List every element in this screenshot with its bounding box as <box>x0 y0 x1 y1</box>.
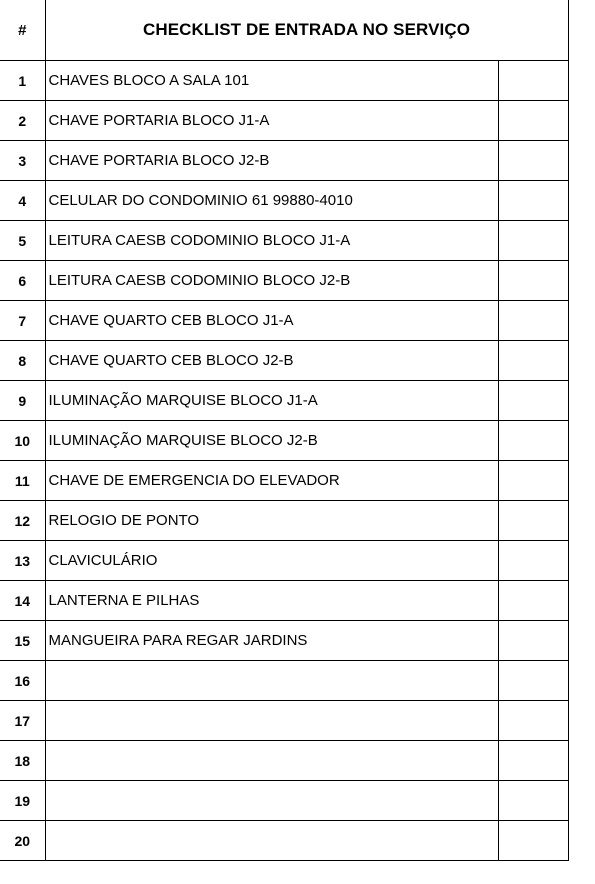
table-row <box>0 341 568 381</box>
item-label: MANGUEIRA PARA REGAR JARDINS <box>45 621 498 661</box>
item-number: 15 <box>0 621 45 661</box>
table-row <box>0 781 568 821</box>
table-row <box>0 141 568 181</box>
table-row <box>0 261 568 301</box>
check-cell[interactable] <box>498 541 568 581</box>
check-cell[interactable] <box>498 221 568 261</box>
table-row <box>0 661 568 701</box>
item-number: 10 <box>0 421 45 461</box>
item-label: LEITURA CAESB CODOMINIO BLOCO J2-B <box>45 261 498 301</box>
header-row <box>0 0 568 61</box>
check-cell[interactable] <box>498 661 568 701</box>
item-number: 3 <box>0 141 45 181</box>
item-label <box>45 821 498 861</box>
item-number: 5 <box>0 221 45 261</box>
checklist-title: CHECKLIST DE ENTRADA NO SERVIÇO <box>45 0 568 61</box>
item-label <box>45 701 498 741</box>
table-row <box>0 821 568 861</box>
item-label: CHAVE DE EMERGENCIA DO ELEVADOR <box>45 461 498 501</box>
item-number: 7 <box>0 301 45 341</box>
item-number: 14 <box>0 581 45 621</box>
item-number: 20 <box>0 821 45 861</box>
table-row <box>0 101 568 141</box>
item-number: 4 <box>0 181 45 221</box>
item-number: 9 <box>0 381 45 421</box>
check-cell[interactable] <box>498 581 568 621</box>
check-cell[interactable] <box>498 61 568 101</box>
item-number: 17 <box>0 701 45 741</box>
table-row <box>0 581 568 621</box>
item-label: CHAVES BLOCO A SALA 101 <box>45 61 498 101</box>
number-column-header: # <box>0 0 45 61</box>
item-label: RELOGIO DE PONTO <box>45 501 498 541</box>
table-row <box>0 501 568 541</box>
check-cell[interactable] <box>498 261 568 301</box>
item-label: CHAVE PORTARIA BLOCO J2-B <box>45 141 498 181</box>
item-number: 11 <box>0 461 45 501</box>
check-cell[interactable] <box>498 301 568 341</box>
item-label: CLAVICULÁRIO <box>45 541 498 581</box>
check-cell[interactable] <box>498 341 568 381</box>
checklist-rows <box>0 61 568 861</box>
item-label <box>45 781 498 821</box>
check-cell[interactable] <box>498 701 568 741</box>
item-number: 18 <box>0 741 45 781</box>
check-cell[interactable] <box>498 621 568 661</box>
item-label: CHAVE QUARTO CEB BLOCO J1-A <box>45 301 498 341</box>
table-row <box>0 301 568 341</box>
item-label: CHAVE QUARTO CEB BLOCO J2-B <box>45 341 498 381</box>
item-number: 13 <box>0 541 45 581</box>
item-number: 8 <box>0 341 45 381</box>
check-cell[interactable] <box>498 501 568 541</box>
check-cell[interactable] <box>498 461 568 501</box>
table-row <box>0 741 568 781</box>
check-cell[interactable] <box>498 101 568 141</box>
check-cell[interactable] <box>498 781 568 821</box>
check-cell[interactable] <box>498 381 568 421</box>
table-row <box>0 541 568 581</box>
item-label: LEITURA CAESB CODOMINIO BLOCO J1-A <box>45 221 498 261</box>
item-number: 6 <box>0 261 45 301</box>
table-row <box>0 381 568 421</box>
check-cell[interactable] <box>498 741 568 781</box>
table-row <box>0 61 568 101</box>
check-cell[interactable] <box>498 181 568 221</box>
item-number: 12 <box>0 501 45 541</box>
item-number: 1 <box>0 61 45 101</box>
check-cell[interactable] <box>498 821 568 861</box>
item-label: CELULAR DO CONDOMINIO 61 99880-4010 <box>45 181 498 221</box>
item-label: ILUMINAÇÃO MARQUISE BLOCO J2-B <box>45 421 498 461</box>
check-cell[interactable] <box>498 141 568 181</box>
table-row <box>0 461 568 501</box>
table-row <box>0 421 568 461</box>
item-label: LANTERNA E PILHAS <box>45 581 498 621</box>
check-cell[interactable] <box>498 421 568 461</box>
table-row <box>0 221 568 261</box>
item-label: ILUMINAÇÃO MARQUISE BLOCO J1-A <box>45 381 498 421</box>
table-row <box>0 701 568 741</box>
item-label: CHAVE PORTARIA BLOCO J1-A <box>45 101 498 141</box>
table-row <box>0 621 568 661</box>
item-number: 2 <box>0 101 45 141</box>
item-number: 16 <box>0 661 45 701</box>
item-label <box>45 741 498 781</box>
item-number: 19 <box>0 781 45 821</box>
table-row <box>0 181 568 221</box>
item-label <box>45 661 498 701</box>
